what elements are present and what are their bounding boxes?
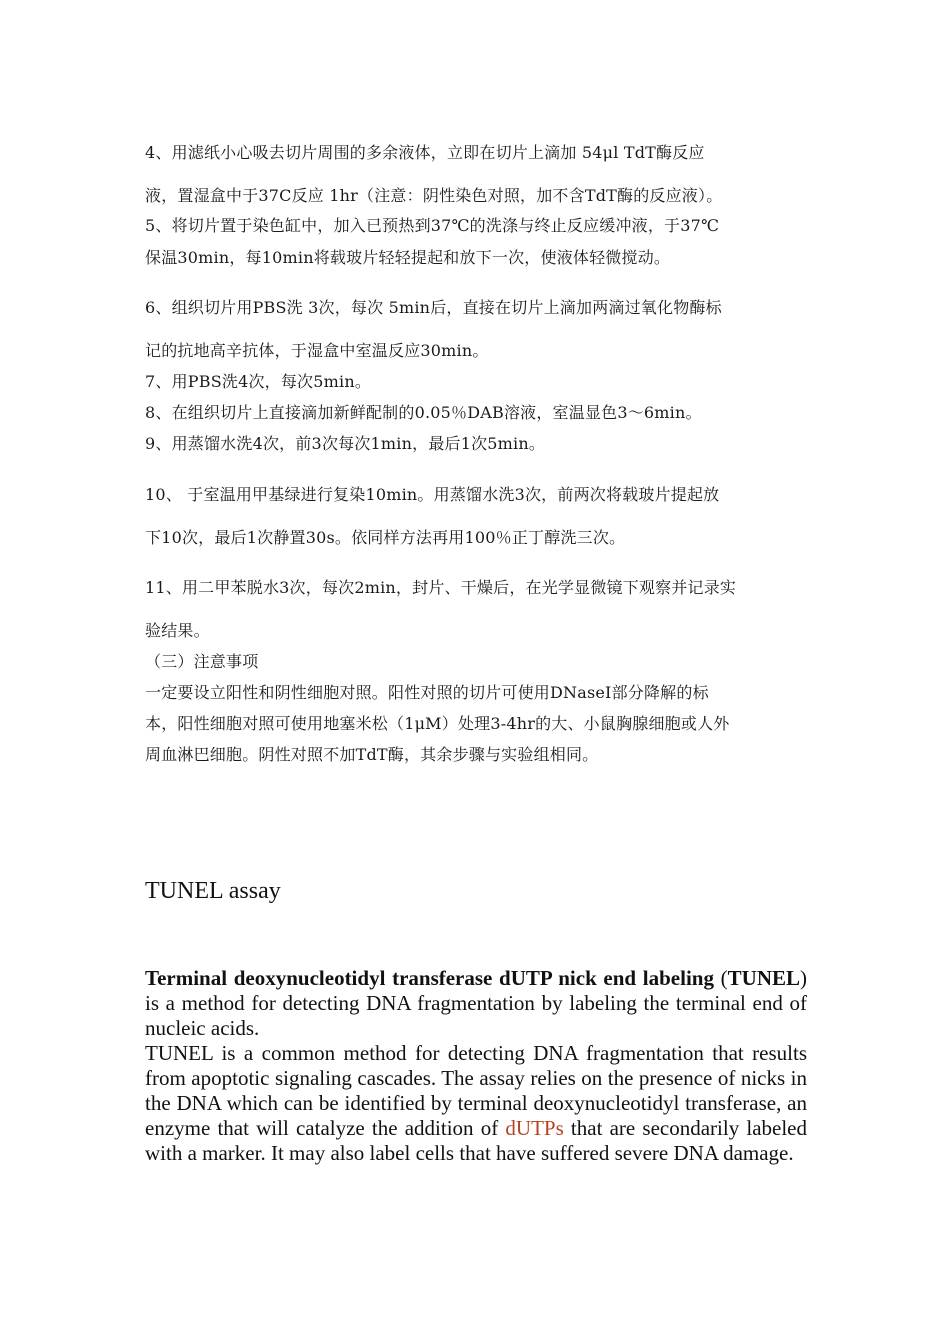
step-10-line-2: 下10次，最后1次静置30s。依同样方法再用100％正丁醇洗三次。 bbox=[145, 528, 626, 547]
step-9: 9、用蒸馏水洗4次，前3次每次1min，最后1次5min。 bbox=[145, 434, 546, 453]
step-11-line-2: 验结果。 bbox=[145, 621, 210, 640]
tunel-description-paragraph bbox=[145, 1041, 807, 1166]
tunel-full-name: Terminal deoxynucleotidyl transferase dUTP nick end labeling bbox=[145, 966, 714, 990]
dutps-link[interactable]: dUTPs bbox=[505, 1116, 564, 1140]
description-text-end: that are secondarily labeled with a marker. It may also label cells that have suffered severe DNA damage. bbox=[145, 1116, 808, 1165]
step-6-line-1: 6、组织切片用PBS洗 3次，每次 5min后，直接在切片上滴加两滴过氧化物酶标 bbox=[145, 298, 722, 317]
step-4-line-1: 4、用滤纸小心吸去切片周围的多余液体，立即在切片上滴加 54μl TdT酶反应 bbox=[145, 143, 705, 162]
step-7: 7、用PBS洗4次，每次5min。 bbox=[145, 372, 372, 391]
definition-text: ) is a method for detecting DNA fragmentation by labeling the terminal end of nucleic acids. bbox=[145, 966, 807, 1040]
section-heading: TUNEL assay bbox=[145, 878, 281, 904]
step-10-line-1: 10、 于室温用甲基绿进行复染10min。用蒸馏水洗3次，前两次将载玻片提起放 bbox=[145, 485, 720, 504]
description-text-start: TUNEL is a common method for detecting DNA fragmentation that results from apoptotic signaling cascades. The assay relies on the presence of nicks in the DNA which can be identified by terminal deoxynucleotidyl transferase, an enzyme that will catalyze the addition of bbox=[145, 1041, 807, 1140]
paren-open: ( bbox=[720, 966, 728, 990]
notes-line-3: 周血淋巴细胞。阴性对照不加TdT酶，其余步骤与实验组相同。 bbox=[145, 745, 599, 764]
step-8: 8、在组织切片上直接滴加新鲜配制的0.05％DAB溶液，室温显色3～6min。 bbox=[145, 403, 702, 422]
step-6-line-2: 记的抗地高辛抗体，于湿盒中室温反应30min。 bbox=[145, 341, 489, 360]
step-5-line-2: 保温30min，每10min将载玻片轻轻提起和放下一次，使液体轻微搅动。 bbox=[145, 248, 671, 267]
step-11-line-1: 11、用二甲苯脱水3次，每次2min，封片、干燥后，在光学显微镜下观察并记录实 bbox=[145, 578, 737, 597]
tunel-definition-paragraph bbox=[145, 966, 807, 1041]
step-4-line-2: 液，置湿盒中于37C反应 1hr（注意：阴性染色对照，加不含TdT酶的反应液）。 bbox=[145, 186, 723, 205]
notes-line-1: 一定要设立阳性和阴性细胞对照。阳性对照的切片可使用DNaseI部分降解的标 bbox=[145, 683, 709, 702]
step-5-line-1: 5、将切片置于染色缸中，加入已预热到37℃的洗涤与终止反应缓冲液，于37℃ bbox=[145, 216, 720, 235]
notes-line-2: 本，阳性细胞对照可使用地塞米松（1μM）处理3-4hr的大、小鼠胸腺细胞或人外 bbox=[145, 714, 730, 733]
tunel-abbreviation: TUNEL bbox=[727, 966, 800, 990]
notes-title: （三）注意事项 bbox=[145, 652, 259, 671]
